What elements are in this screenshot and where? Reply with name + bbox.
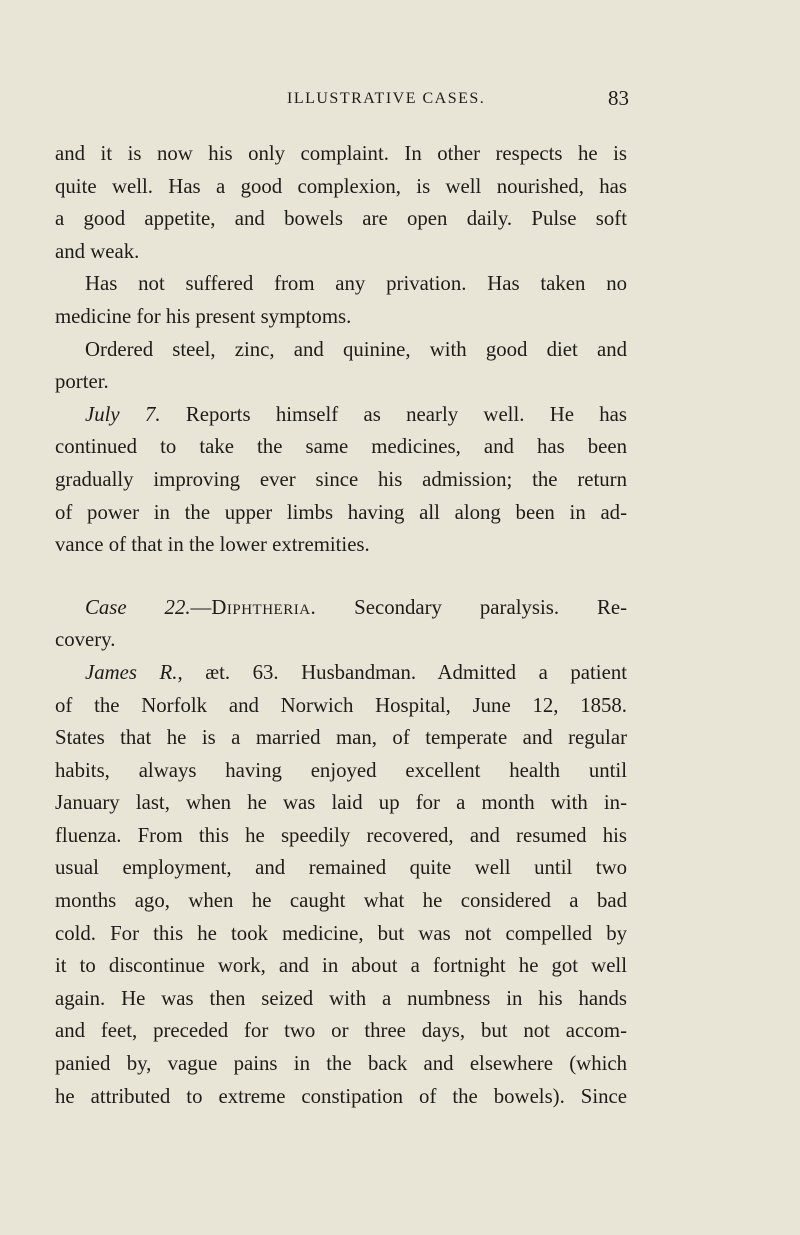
text-line: January last, when he was laid up for a month with in- bbox=[55, 791, 627, 815]
text-line: Has not suffered from any privation. Has taken no bbox=[85, 272, 627, 296]
text-line: Ordered steel, zinc, and quinine, with good diet and bbox=[85, 337, 627, 361]
text-line bbox=[55, 657, 627, 690]
text-line: of the Norfolk and Norwich Hospital, June 12, 1858. bbox=[55, 693, 627, 717]
case-heading bbox=[55, 592, 627, 625]
text-line: months ago, when he caught what he considered a bad bbox=[55, 889, 627, 913]
patient-name: James R. bbox=[85, 660, 178, 684]
text-span: , æt. 63. Husbandman. Admitted a patient bbox=[177, 660, 627, 684]
text-line: continued to take the same medicines, and has been bbox=[55, 435, 627, 459]
text-line: gradually improving ever since his admission; the return bbox=[55, 467, 627, 491]
text-line: covery. bbox=[55, 628, 116, 652]
entry-date: July 7. bbox=[85, 402, 161, 426]
body-text bbox=[55, 138, 627, 1113]
text-line: and weak. bbox=[55, 239, 140, 263]
text-line: fluenza. From this he speedily recovered, and resumed his bbox=[55, 823, 627, 847]
text-line: cold. For this he took medicine, but was not compelled by bbox=[55, 921, 627, 945]
page-number: 83 bbox=[608, 86, 629, 110]
running-title: ILLUSTRATIVE CASES. bbox=[287, 90, 486, 107]
text-line: and it is now his only complaint. In other respects he is bbox=[55, 142, 627, 165]
text-line: medicine for his present symptoms. bbox=[55, 304, 352, 328]
text-line: it to discontinue work, and in about a fortnight he got well bbox=[55, 954, 627, 978]
running-head bbox=[0, 86, 800, 116]
case-dash: — bbox=[190, 595, 212, 619]
case-label: Case 22. bbox=[85, 595, 191, 619]
text-line: vance of that in the lower extremities. bbox=[55, 533, 370, 557]
text-line: a good appetite, and bowels are open daily. Pulse soft bbox=[55, 207, 627, 231]
text-line: habits, always having enjoyed excellent health until bbox=[55, 758, 627, 782]
text-line: States that he is a married man, of temperate and regular bbox=[55, 726, 627, 750]
text-line: and feet, preceded for two or three days, but not accom- bbox=[55, 1019, 627, 1043]
text-line: porter. bbox=[55, 370, 109, 394]
case-heading-rest: Secondary paralysis. Re- bbox=[316, 595, 628, 619]
text-line: usual employment, and remained quite well until two bbox=[55, 856, 627, 880]
case-disease: Diphtheria. bbox=[211, 595, 317, 619]
text-line: panied by, vague pains in the back and elsewhere (which bbox=[55, 1052, 627, 1076]
section-gap bbox=[55, 562, 627, 592]
text-line: quite well. Has a good complexion, is well nourished, has bbox=[55, 174, 627, 198]
text-line bbox=[55, 399, 627, 432]
text-line: again. He was then seized with a numbness in his hands bbox=[55, 986, 627, 1010]
text-span: Reports himself as nearly well. He has bbox=[160, 402, 628, 426]
text-line: of power in the upper limbs having all along been in ad- bbox=[55, 500, 627, 524]
text-line: he attributed to extreme constipation of the bowels). Since bbox=[55, 1084, 627, 1108]
